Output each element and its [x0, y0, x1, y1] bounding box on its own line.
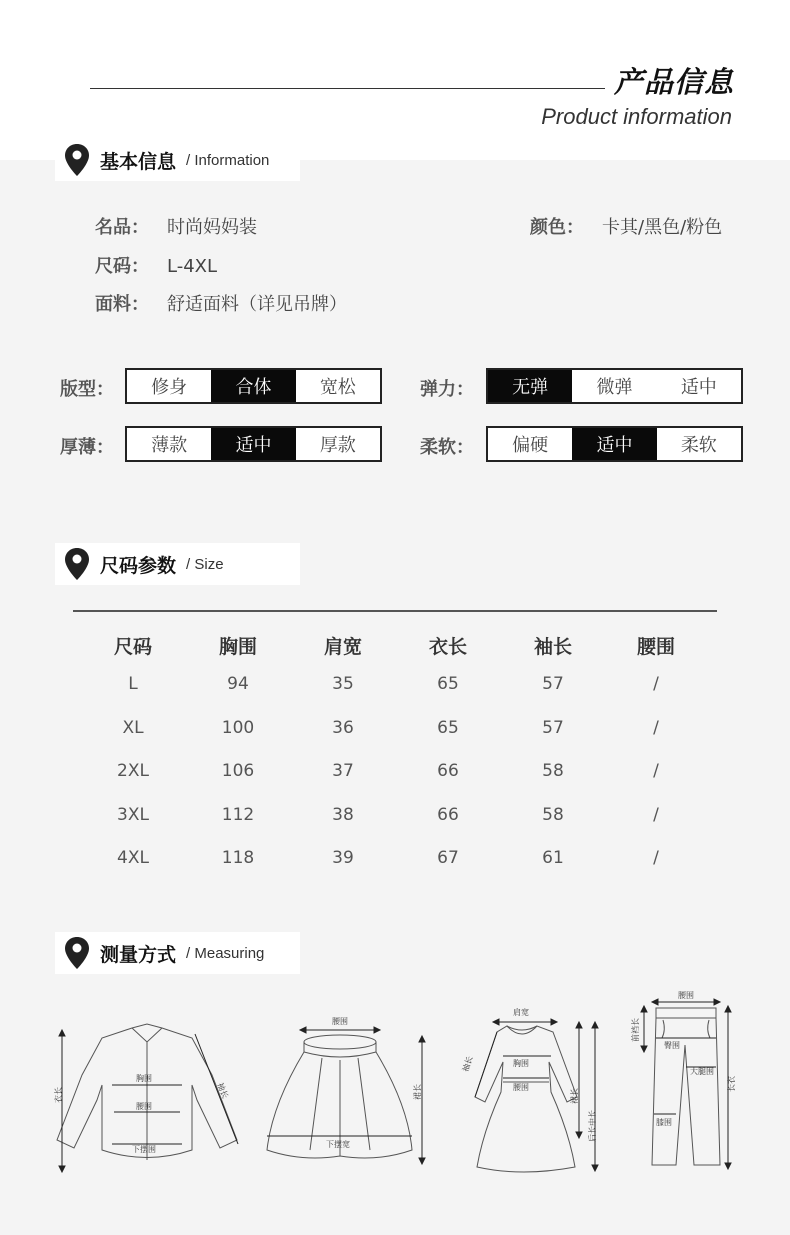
attr-option: 柔软 — [680, 435, 717, 456]
attr-option: 微弹 — [596, 377, 633, 398]
label-skirt-hem: 下摆宽 — [326, 1140, 350, 1149]
attr-option-selected: 合体 — [211, 370, 295, 402]
attr-label-stretch: 弹力： — [420, 379, 474, 400]
attr-softness-options — [486, 426, 743, 462]
label-shirt-waist: 腰围 — [136, 1102, 152, 1111]
attr-label-thickness: 厚薄： — [60, 437, 114, 458]
size-table-cell: / — [653, 761, 659, 781]
size-table-cell: 66 — [437, 761, 459, 781]
size-table-cell: 58 — [542, 804, 564, 825]
label-dress-skirt: 裙长 — [570, 1088, 579, 1104]
label-pants-waist: 腰围 — [678, 991, 694, 1000]
info-size-row — [95, 252, 217, 278]
section-subtitle: / Size — [186, 555, 224, 573]
info-fabric-row — [95, 290, 347, 316]
label-shirt-chest: 胸围 — [136, 1074, 152, 1083]
size-table-cell: 58 — [542, 761, 564, 781]
size-table-cell: 118 — [221, 848, 255, 868]
attr-option: 宽松 — [319, 377, 356, 398]
attr-option: 薄款 — [151, 435, 188, 456]
attr-option: 修身 — [151, 377, 188, 398]
location-pin-icon — [64, 143, 90, 177]
size-table-cell: 57 — [542, 674, 564, 694]
section-subtitle: / Information — [186, 151, 270, 169]
size-table-cell: 4XL — [117, 848, 149, 868]
skirt-diagram — [262, 1010, 437, 1170]
size-table-cell: 67 — [437, 848, 459, 868]
size-table-cell: 106 — [221, 761, 255, 781]
size-table-cell: / — [653, 804, 659, 825]
section-heading-measuring — [55, 932, 300, 974]
page-title: 产品信息 — [613, 65, 734, 99]
attr-option: 适中 — [680, 377, 717, 398]
section-title: 基本信息 — [100, 150, 177, 173]
page-subtitle: Product information — [541, 104, 732, 129]
size-table-cell: 61 — [542, 848, 564, 868]
info-name-row — [95, 213, 257, 239]
size-table-header: 尺码 — [113, 636, 152, 658]
dress-diagram — [457, 1002, 607, 1174]
attr-fit-options — [125, 368, 382, 404]
attr-label-fit: 版型： — [60, 379, 114, 400]
label-pants-knee: 膝围 — [656, 1118, 672, 1127]
attr-option-selected: 适中 — [211, 428, 295, 460]
info-value: 卡其/黑色/粉色 — [602, 217, 723, 238]
info-label: 颜色： — [530, 217, 584, 238]
label-dress-waist: 腰围 — [513, 1083, 529, 1092]
section-heading-information — [55, 139, 300, 181]
size-table-cell: 38 — [332, 804, 354, 825]
size-table-cell: XL — [122, 717, 144, 738]
header-divider — [90, 88, 605, 89]
attr-option: 厚款 — [319, 435, 356, 456]
size-table-cell: 2XL — [117, 761, 149, 781]
size-table-cell: 94 — [227, 674, 249, 694]
size-table-header: 肩宽 — [323, 636, 362, 658]
label-dress-back: 后长中长 — [588, 1110, 597, 1142]
size-table-cell: 66 — [437, 804, 459, 825]
location-pin-icon — [64, 547, 90, 581]
info-label: 名品： — [95, 217, 149, 238]
size-table-cell: / — [653, 674, 659, 694]
section-title: 测量方式 — [100, 943, 177, 966]
label-dress-shoulder: 肩宽 — [513, 1008, 529, 1017]
size-table-cell: 36 — [332, 717, 354, 738]
label-shirt-hem: 下摆围 — [132, 1145, 156, 1154]
size-table-header: 衣长 — [428, 636, 467, 658]
info-label: 尺码： — [95, 256, 149, 277]
size-table-cell: / — [653, 848, 659, 868]
pants-diagram — [628, 990, 743, 1170]
size-table-cell: 3XL — [117, 804, 149, 825]
size-table-cell: L — [128, 674, 138, 694]
size-table-cell: 39 — [332, 848, 354, 868]
info-label: 面料： — [95, 294, 149, 315]
label-skirt-length: 裙长 — [413, 1084, 422, 1100]
attr-option-selected: 适中 — [572, 428, 656, 460]
label-shirt-sleeve: 袖长 — [215, 1081, 230, 1100]
label-pants-thigh: 大腿围 — [690, 1067, 714, 1076]
info-value: L-4XL — [167, 256, 218, 277]
size-table-cell: 57 — [542, 717, 564, 738]
label-dress-chest: 胸围 — [513, 1059, 529, 1068]
section-heading-size — [55, 543, 300, 585]
size-table-cell: 35 — [332, 674, 354, 694]
attr-stretch-options — [486, 368, 743, 404]
attr-thickness-options — [125, 426, 382, 462]
shirt-diagram — [52, 1020, 247, 1175]
label-pants-hip: 臀围 — [664, 1041, 680, 1050]
size-table-divider — [73, 610, 717, 612]
label-dress-sleeve: 袖长 — [461, 1055, 475, 1074]
size-table-cell: 112 — [221, 804, 255, 825]
size-table-header: 胸围 — [218, 636, 257, 658]
size-table-header: 袖长 — [533, 636, 572, 658]
label-pants-rise: 前裆长 — [631, 1018, 640, 1042]
info-value: 舒适面料（详见吊牌） — [167, 294, 347, 315]
size-table-cell: / — [653, 717, 659, 738]
section-title: 尺码参数 — [100, 554, 177, 577]
attr-label-softness: 柔软： — [420, 437, 474, 458]
size-table-cell: 100 — [221, 717, 255, 738]
label-pants-length: 长衣 — [727, 1076, 736, 1092]
info-value: 时尚妈妈装 — [167, 217, 257, 238]
size-table-cell: 65 — [437, 674, 459, 694]
info-color-row — [530, 213, 722, 239]
size-table-cell: 65 — [437, 717, 459, 738]
location-pin-icon — [64, 936, 90, 970]
section-subtitle: / Measuring — [186, 944, 265, 962]
label-skirt-waist: 腰围 — [332, 1017, 348, 1026]
size-table-cell: 37 — [332, 761, 354, 781]
size-table-header: 腰围 — [636, 636, 675, 658]
label-shirt-length: 衣长 — [54, 1087, 63, 1103]
attr-option: 偏硬 — [512, 435, 549, 456]
attr-option-selected: 无弹 — [488, 370, 572, 402]
